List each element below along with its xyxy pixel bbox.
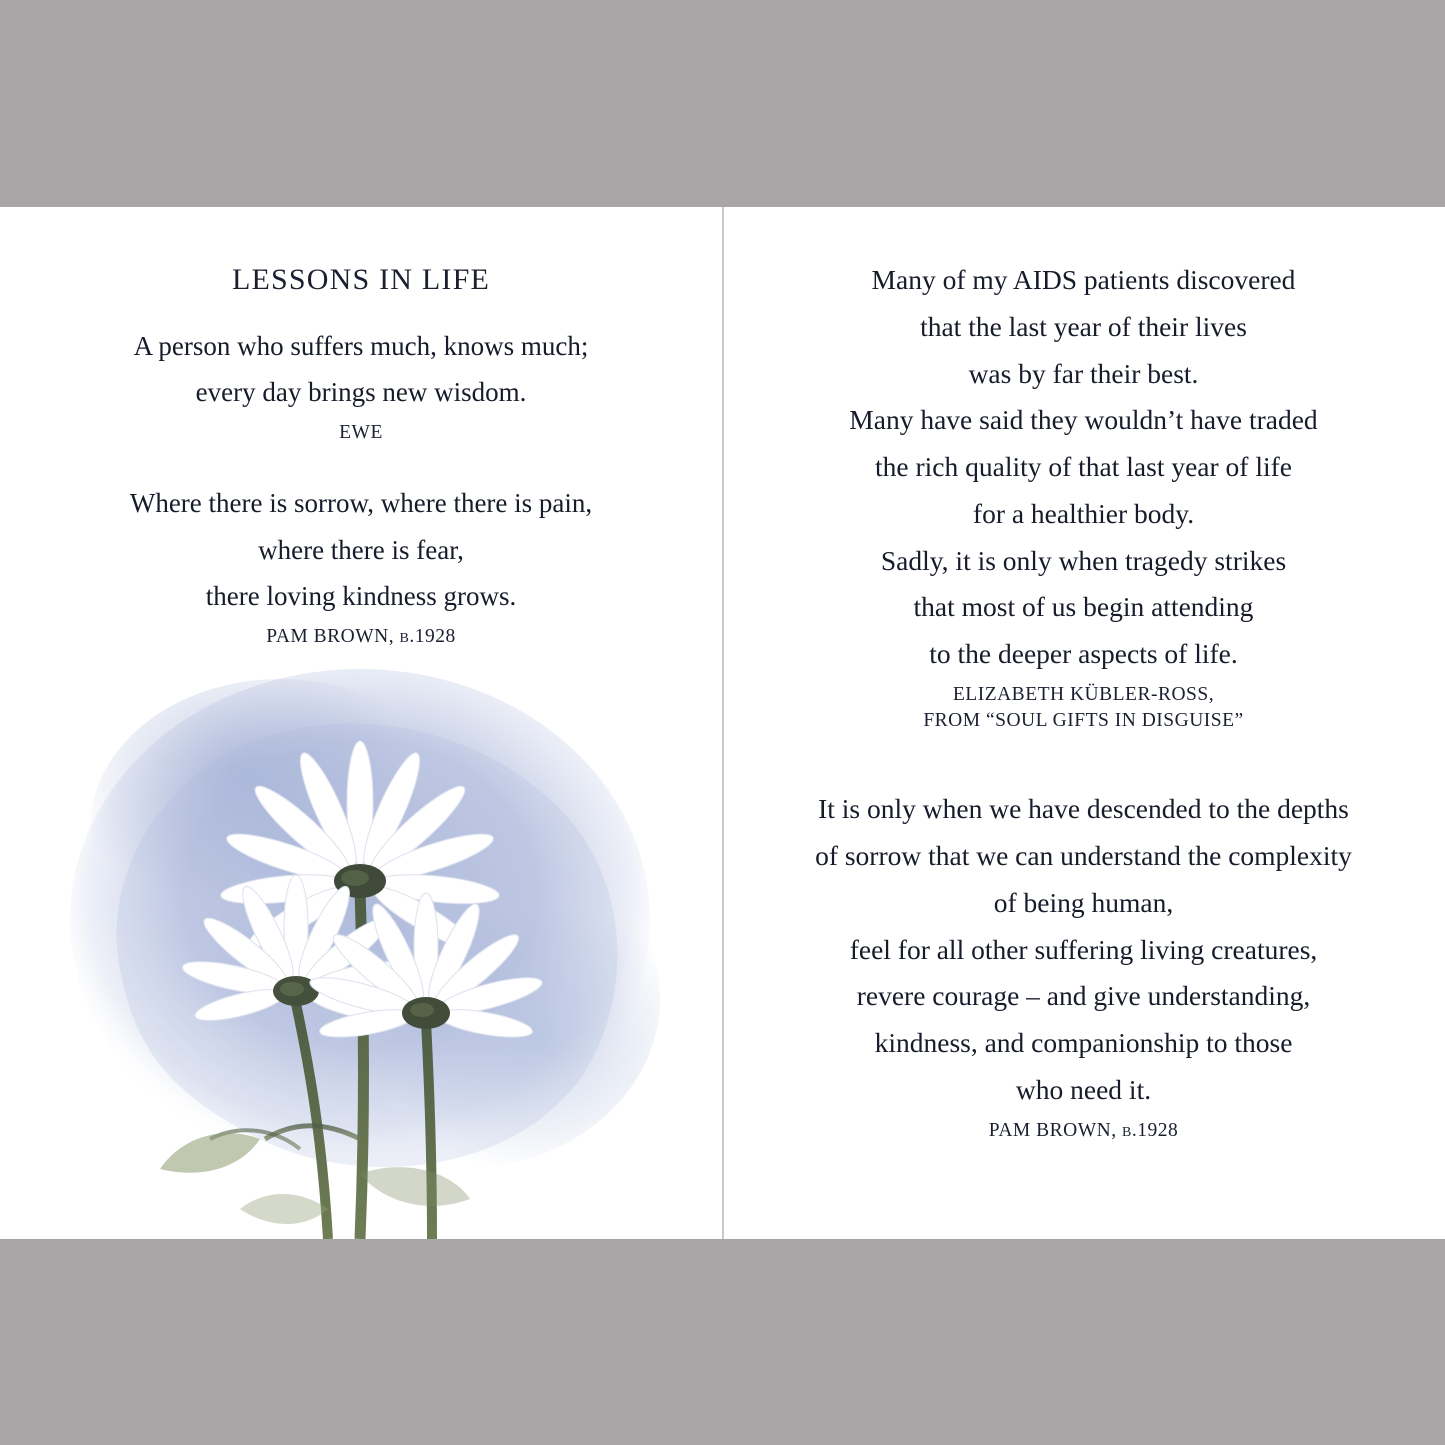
attribution-line: ELIZABETH KÜBLER-ROSS, — [952, 683, 1215, 705]
quote-line: feel for all other suffering living creatures, — [849, 933, 1318, 965]
quote-line: of being human, — [993, 886, 1174, 918]
quote-block — [770, 786, 1397, 1144]
quote-line: Where there is sorrow, where there is pain, — [129, 488, 593, 519]
quote-line: of sorrow that we can understand the complexity — [815, 840, 1352, 872]
quote-line: A person who suffers much, knows much; — [133, 331, 589, 361]
quote-line: Many of my AIDS patients discovered — [871, 264, 1296, 295]
quote-line: the rich quality of that last year of life — [875, 451, 1292, 482]
quote-line: was by far their best. — [968, 357, 1199, 389]
quote-attribution — [60, 420, 662, 446]
left-page — [0, 207, 722, 1239]
quote-line: Sadly, it is only when tragedy strikes — [880, 544, 1287, 576]
quote-attribution — [60, 624, 662, 650]
quote-line: who need it. — [1015, 1073, 1152, 1105]
quote-block — [60, 323, 662, 446]
attribution-line: PAM BROWN, b.1928 — [266, 625, 456, 647]
quote-line: kindness, and companionship to those — [874, 1027, 1293, 1059]
quote-block — [60, 480, 662, 650]
attribution-line: PAM BROWN, b.1928 — [988, 1119, 1179, 1141]
quote-line: to the deeper aspects of life. — [929, 638, 1238, 669]
daisy-illustration-svg — [60, 669, 670, 1239]
quote-attribution — [770, 682, 1397, 735]
spacer — [60, 446, 662, 480]
quote-attribution — [770, 1118, 1397, 1144]
quote-line: every day brings new wisdom. — [195, 377, 527, 408]
quote-line: revere courage – and give understanding, — [856, 980, 1311, 1012]
quote-line: that most of us begin attending — [913, 591, 1254, 623]
attribution-line: FROM “SOUL GIFTS IN DISGUISE” — [923, 710, 1244, 732]
attribution-line: EWE — [339, 421, 383, 443]
quote-line: where there is fear, — [258, 534, 464, 565]
quote-line: for a healthier body. — [972, 497, 1195, 529]
quote-line: there loving kindness grows. — [205, 581, 517, 612]
page-title: LESSONS IN LIFE — [231, 263, 490, 296]
right-page — [722, 207, 1445, 1239]
quote-block — [770, 257, 1397, 734]
spacer — [770, 734, 1397, 786]
quote-line: Many have said they wouldn’t have traded — [849, 404, 1318, 436]
quote-line: that the last year of their lives — [920, 310, 1247, 342]
quote-line: It is only when we have descended to the depths — [818, 793, 1349, 825]
book-spread — [0, 207, 1445, 1239]
watercolor-daisies-illustration — [60, 669, 670, 1239]
